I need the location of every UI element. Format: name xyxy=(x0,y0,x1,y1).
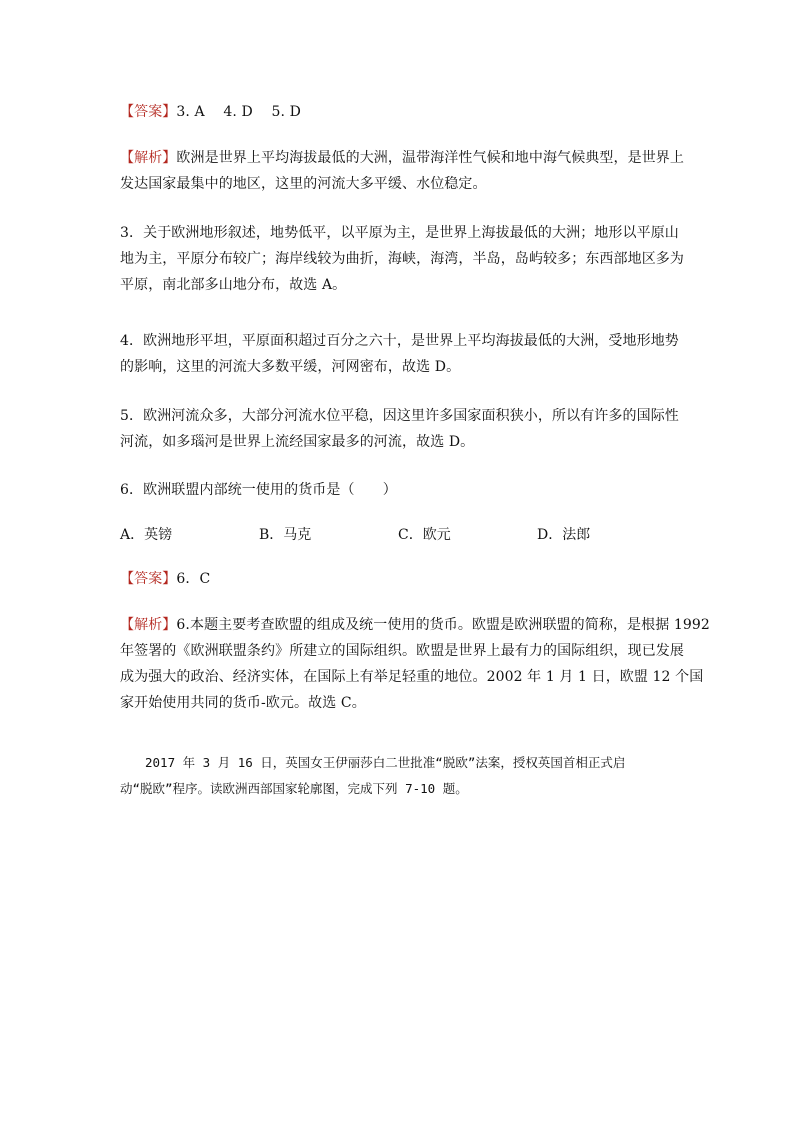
intro-7-10 xyxy=(120,750,686,802)
answer-3-5 xyxy=(120,99,686,125)
option-d: D．法郎 xyxy=(537,527,591,543)
answer-tag: 【答案】 xyxy=(120,104,177,120)
analysis-tag: 【解析】 xyxy=(120,617,177,633)
answer-tag: 【答案】 xyxy=(120,571,177,587)
answer-text: 6．C xyxy=(176,571,211,587)
analysis-line: 欧洲是世界上平均海拔最低的大洲，温带海洋性气候和地中海气候典型，是世界上 xyxy=(176,150,685,166)
answer-text: 3. A 4. D 5. D xyxy=(176,104,301,120)
analysis-3-5 xyxy=(120,145,686,197)
option-b: B．马克 xyxy=(259,527,312,543)
item-4-explanation xyxy=(120,328,686,380)
item-5-line: 河流，如多瑙河是世界上流经国家最多的河流，故选 D。 xyxy=(120,434,475,450)
item-5-explanation xyxy=(120,403,686,455)
answer-6 xyxy=(120,566,686,592)
item-4-line: 4．欧洲地形平坦，平原面积超过百分之六十，是世界上平均海拔最低的大洲，受地形地势 xyxy=(120,333,679,349)
item-5-line: 5．欧洲河流众多，大部分河流水位平稳，因这里许多国家面积狭小，所以有许多的国际性 xyxy=(120,408,679,424)
analysis-line: 发达国家最集中的地区，这里的河流大多平缓、水位稳定。 xyxy=(120,176,487,192)
analysis-line: 成为强大的政治、经济实体，在国际上有举足轻重的地位。2002 年 1 月 1 日，欧盟 12 个国 xyxy=(120,669,704,685)
item-3-line: 平原，南北部多山地分布，故选 A。 xyxy=(120,277,347,293)
intro-line: 动“脱欧”程序。读欧洲西部国家轮廓图，完成下列 7-10 题。 xyxy=(120,781,468,796)
analysis-tag: 【解析】 xyxy=(120,150,177,166)
question-6-stem: 6．欧洲联盟内部统一使用的货币是（ ） xyxy=(120,482,397,498)
option-a: A．英镑 xyxy=(120,527,173,543)
option-c: C．欧元 xyxy=(398,527,451,543)
item-3-line: 地为主，平原分布较广；海岸线较为曲折，海峡，海湾，半岛，岛屿较多；东西部地区多为 xyxy=(120,251,684,267)
item-4-line: 的影响，这里的河流大多数平缓，河网密布，故选 D。 xyxy=(120,359,461,375)
item-3-line: 3．关于欧洲地形叙述，地势低平，以平原为主，是世界上海拔最低的大洲；地形以平原山 xyxy=(120,225,679,241)
analysis-line: 年签署的《欧洲联盟条约》所建立的国际组织。欧盟是世界上最有力的国际组织，现已发展 xyxy=(120,643,684,659)
intro-line: 2017 年 3 月 16 日，英国女王伊丽莎白二世批准“脱欧”法案，授权英国首相正式启 xyxy=(120,755,626,770)
item-3-explanation xyxy=(120,220,686,298)
question-6-options xyxy=(120,522,686,548)
analysis-line: 家开始使用共同的货币-欧元。故选 C。 xyxy=(120,695,366,711)
analysis-line: 6.本题主要考查欧盟的组成及统一使用的货币。欧盟是欧洲联盟的简称，是根据 1992 xyxy=(176,617,710,633)
analysis-6 xyxy=(120,612,710,716)
